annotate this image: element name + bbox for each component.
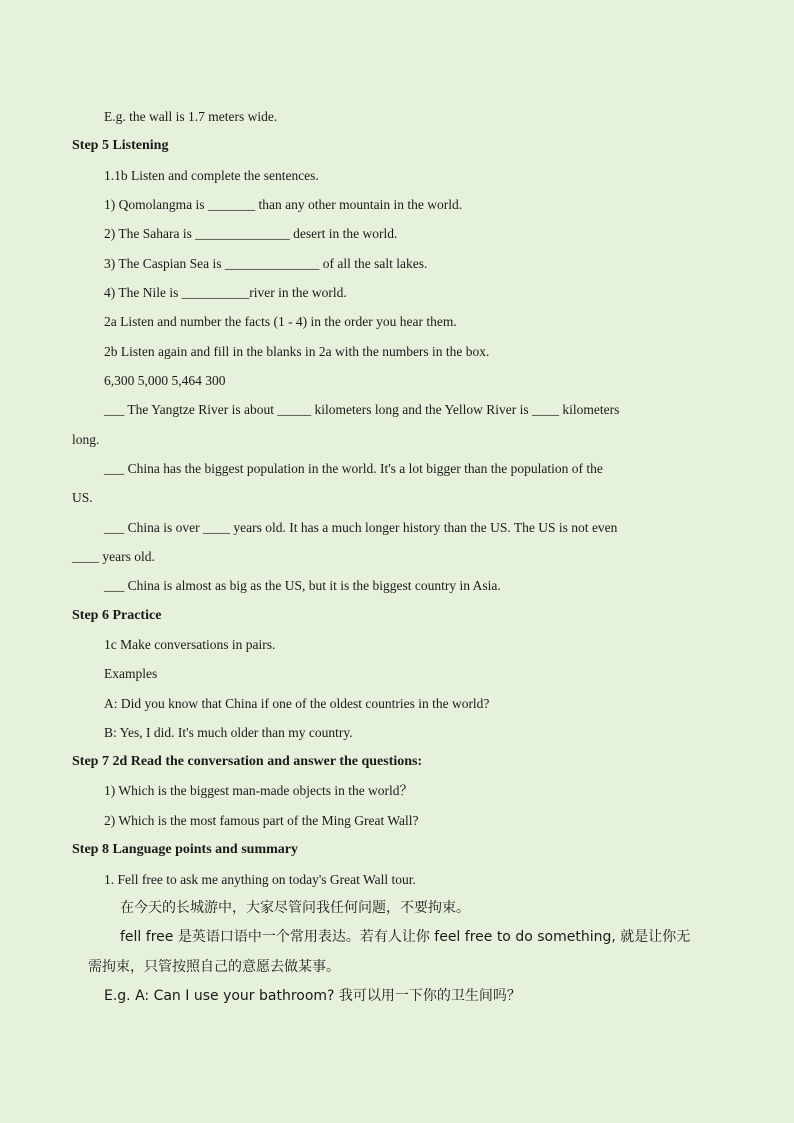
task-2a: 2a Listen and number the facts (1 - 4) in the order you hear them.: [104, 314, 457, 329]
fact-1-line1: [104, 401, 750, 419]
step6-heading: Step 6 Practice: [72, 608, 162, 623]
task-1c: 1c Make conversations in pairs.: [104, 637, 276, 652]
question-1: 1) Which is the biggest man-made objects in the world？: [104, 783, 414, 798]
step8-heading: Step 8 Language points and summary: [72, 842, 298, 857]
point-1: 1. Fell free to ask me anything on today's Great Wall tour.: [104, 872, 416, 887]
fact-3-line1: [104, 519, 750, 537]
point-1-explanation-line2: 需拘束，只管按照自己的意愿去做某事。: [88, 959, 340, 975]
task-1b: 1.1b Listen and complete the sentences.: [104, 168, 319, 183]
dialog-a: A: Did you know that China if one of the oldest countries in the world?: [104, 696, 490, 711]
example-wall-width: E.g. the wall is 1.7 meters wide.: [104, 109, 278, 124]
point-1-translation: 在今天的长城游中，大家尽管问我任何问题，不要拘束。: [120, 900, 470, 916]
step5-heading: Step 5 Listening: [72, 138, 169, 153]
fact-1-text: ___ The Yangtze River is about _____ kilometers long and the Yellow River is ____ kilometers: [104, 402, 620, 417]
step7-heading: Step 7 2d Read the conversation and answer the questions:: [72, 754, 423, 769]
fact-2-line1: [104, 460, 750, 478]
task-2b: 2b Listen again and fill in the blanks in 2a with the numbers in the box.: [104, 344, 490, 359]
fact-4: ___ China is almost as big as the US, but it is the biggest country in Asia.: [104, 578, 501, 593]
fact-2-text: ___ China has the biggest population in the world. It's a lot bigger than the population of the: [104, 461, 603, 476]
question-2: 2) Which is the most famous part of the Ming Great Wall?: [104, 813, 419, 828]
sentence-2: 2) The Sahara is ______________ desert in the world.: [104, 226, 398, 241]
sentence-4: 4) The Nile is __________river in the world.: [104, 285, 347, 300]
number-box: 6,300 5,000 5,464 300: [104, 373, 226, 388]
point-1-explanation-line1: fell free 是英语口语中一个常用表达。若有人让你 feel free to do something, 就是让你无: [120, 929, 691, 945]
fact-1-line2: long.: [72, 432, 100, 447]
fact-3-line2: ____ years old.: [72, 549, 155, 564]
example-bathroom: E.g. A: Can I use your bathroom? 我可以用一下你的卫生间吗？: [104, 988, 521, 1004]
examples-label: Examples: [104, 666, 158, 681]
sentence-3: 3) The Caspian Sea is ______________ of all the salt lakes.: [104, 256, 428, 271]
fact-3-text: ___ China is over ____ years old. It has a much longer history than the US. The US is not even: [104, 520, 618, 535]
sentence-1: 1) Qomolangma is _______ than any other mountain in the world.: [104, 197, 463, 212]
dialog-b: B: Yes, I did. It's much older than my country.: [104, 725, 353, 740]
fact-2-line2: US.: [72, 490, 93, 505]
